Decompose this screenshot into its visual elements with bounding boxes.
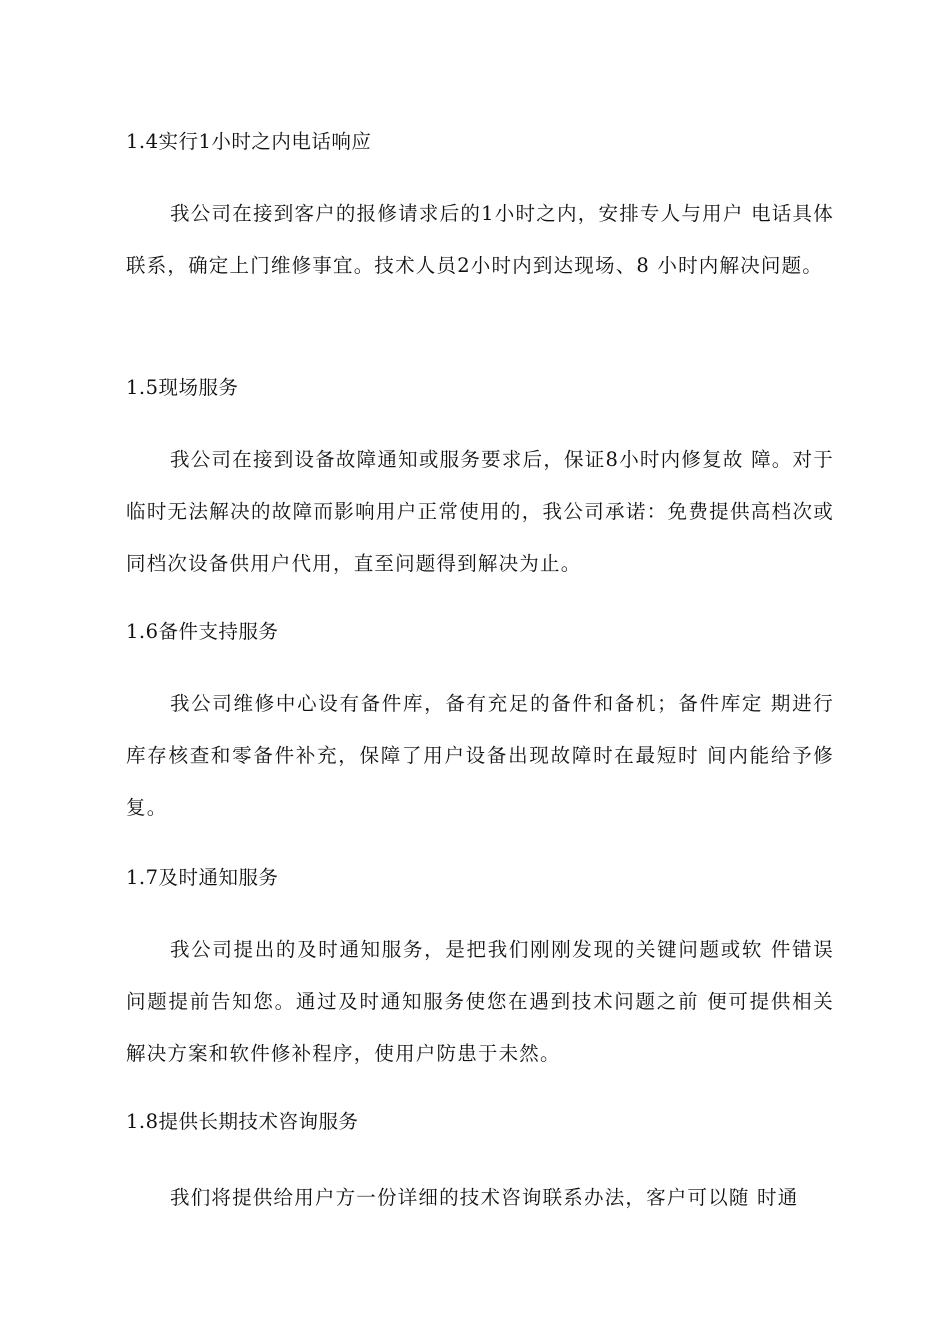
section-body-1-7: 我公司提出的及时通知服务，是把我们刚刚发现的关键问题或软 件错误问题提前告知您。通过及时通知服务使您在遇到技术问题之前 便可提供相关解决方案和软件修补程序，使用户防患于未然。	[126, 938, 834, 1065]
section-heading-1-4: 1.4实行1小时之内电话响应	[126, 130, 372, 153]
section-body-1-4: 我公司在接到客户的报修请求后的1小时之内，安排专人与用户 电话具体联系，确定上门维修事宜。技术人员2小时内到达现场、8 小时内解决问题。	[126, 202, 834, 277]
section-body-1-8: 我们将提供给用户方一份详细的技术咨询联系办法，客户可以随 时通	[170, 1186, 799, 1209]
section-body-1-5: 我公司在接到设备故障通知或服务要求后，保证8小时内修复故 障。对于临时无法解决的故障而影响用户正常使用的，我公司承诺：免费提供高档次或同档次设备供用户代用，直至问题得到解决为止。	[126, 448, 834, 575]
section-body-1-6: 我公司维修中心设有备件库，备有充足的备件和备机；备件库定 期进行库存核查和零备件补充，保障了用户设备出现故障时在最短时 间内能给予修复。	[126, 692, 834, 819]
section-heading-1-7: 1.7及时通知服务	[126, 866, 279, 889]
section-heading-1-8: 1.8提供长期技术咨询服务	[126, 1110, 359, 1133]
section-heading-1-5: 1.5现场服务	[126, 376, 239, 399]
section-heading-1-6: 1.6备件支持服务	[126, 620, 279, 643]
